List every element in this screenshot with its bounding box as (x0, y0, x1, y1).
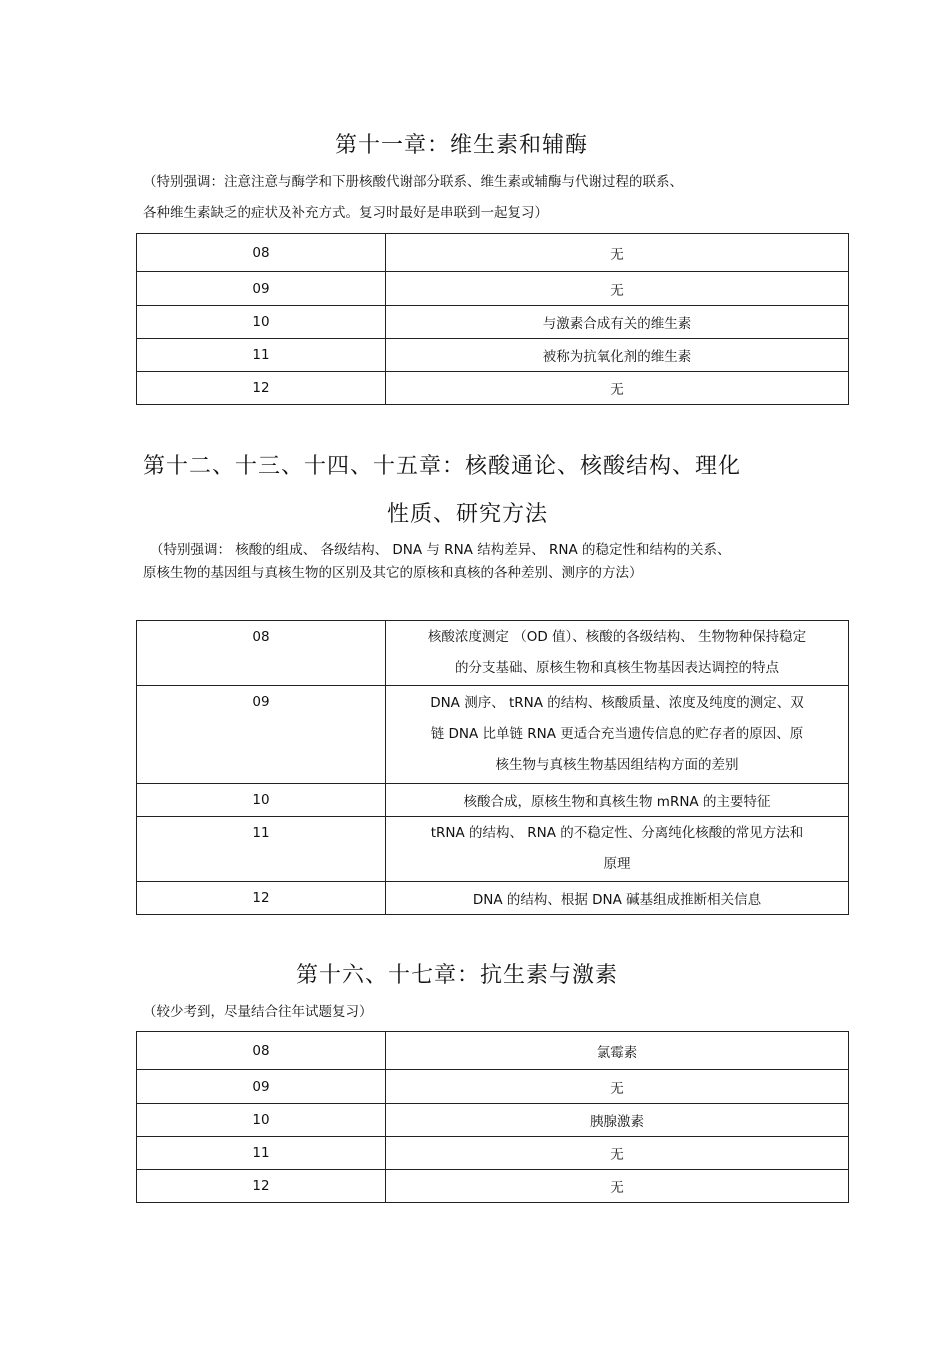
topic-cell (386, 686, 849, 784)
table-row (137, 372, 849, 405)
year-cell: 10 (137, 306, 386, 339)
table-row (137, 339, 849, 372)
topic-cell: 无 (386, 372, 849, 405)
table-row (137, 272, 849, 306)
topic-cell (386, 817, 849, 882)
section-title: 第十二、十三、十四、十五章：核酸通论、核酸结构、理化 (143, 454, 742, 479)
year-cell: 09 (137, 1070, 386, 1104)
topic-line: 原理 (603, 856, 631, 872)
topic-cell: 胰腺激素 (386, 1104, 849, 1137)
section-note: （较少考到，尽量结合往年试题复习） (143, 1004, 373, 1020)
topic-cell: 氯霉素 (386, 1032, 849, 1070)
topic-line: 核生物与真核生物基因组结构方面的差别 (495, 757, 739, 773)
topic-line: 的分支基础、原核生物和真核生物基因表达调控的特点 (455, 660, 779, 676)
year-cell: 08 (137, 1032, 386, 1070)
exam-table (136, 620, 849, 915)
topic-cell: DNA 的结构、根据 DNA 碱基组成推断相关信息 (386, 882, 849, 915)
table-row (137, 1104, 849, 1137)
year-cell: 08 (137, 621, 386, 686)
topic-cell: 核酸合成，原核生物和真核生物 mRNA 的主要特征 (386, 784, 849, 817)
table-row (137, 817, 849, 882)
table-row (137, 784, 849, 817)
section-title: 第十一章：维生素和辅酶 (335, 133, 589, 158)
year-cell: 10 (137, 784, 386, 817)
topic-cell (386, 621, 849, 686)
year-cell: 11 (137, 817, 386, 882)
table-row (137, 1032, 849, 1070)
section-title: 第十六、十七章：抗生素与激素 (296, 963, 619, 988)
topic-line: DNA 测序、 tRNA 的结构、核酸质量、浓度及纯度的测定、双 (430, 695, 804, 711)
exam-table (136, 233, 849, 405)
topic-cell: 与激素合成有关的维生素 (386, 306, 849, 339)
table-row (137, 306, 849, 339)
topic-line: 链 DNA 比单链 RNA 更适合充当遗传信息的贮存者的原因、原 (430, 726, 804, 742)
section-title-cont: 性质、研究方法 (387, 502, 549, 527)
table-row (137, 1137, 849, 1170)
table-row (137, 234, 849, 272)
topic-line: tRNA 的结构、 RNA 的不稳定性、分离纯化核酸的常见方法和 (430, 825, 804, 841)
topic-cell: 无 (386, 272, 849, 306)
table-row (137, 621, 849, 686)
topic-cell: 无 (386, 234, 849, 272)
year-cell: 12 (137, 882, 386, 915)
year-cell: 09 (137, 272, 386, 306)
topic-line: 核酸浓度测定 （OD 值）、核酸的各级结构、 生物物种保持稳定 (427, 629, 807, 645)
table-row (137, 1070, 849, 1104)
year-cell: 08 (137, 234, 386, 272)
section-note: （特别强调：注意注意与酶学和下册核酸代谢部分联系、维生素或辅酶与代谢过程的联系、 (143, 174, 683, 190)
year-cell: 12 (137, 1170, 386, 1203)
section-note: （特别强调： 核酸的组成、 各级结构、 DNA 与 RNA 结构差异、 RNA 的稳定性和结构的关系、 (150, 542, 731, 558)
year-cell: 10 (137, 1104, 386, 1137)
topic-cell: 被称为抗氧化剂的维生素 (386, 339, 849, 372)
table-row (137, 882, 849, 915)
exam-table (136, 1031, 849, 1203)
topic-cell: 无 (386, 1137, 849, 1170)
section-note: 原核生物的基因组与真核生物的区别及其它的原核和真核的各种差别、测序的方法） (143, 565, 643, 581)
topic-cell: 无 (386, 1070, 849, 1104)
section-note: 各种维生素缺乏的症状及补充方式。复习时最好是串联到一起复习） (143, 205, 548, 221)
year-cell: 12 (137, 372, 386, 405)
year-cell: 11 (137, 1137, 386, 1170)
table-row (137, 1170, 849, 1203)
topic-cell: 无 (386, 1170, 849, 1203)
year-cell: 09 (137, 686, 386, 784)
year-cell: 11 (137, 339, 386, 372)
table-row (137, 686, 849, 784)
